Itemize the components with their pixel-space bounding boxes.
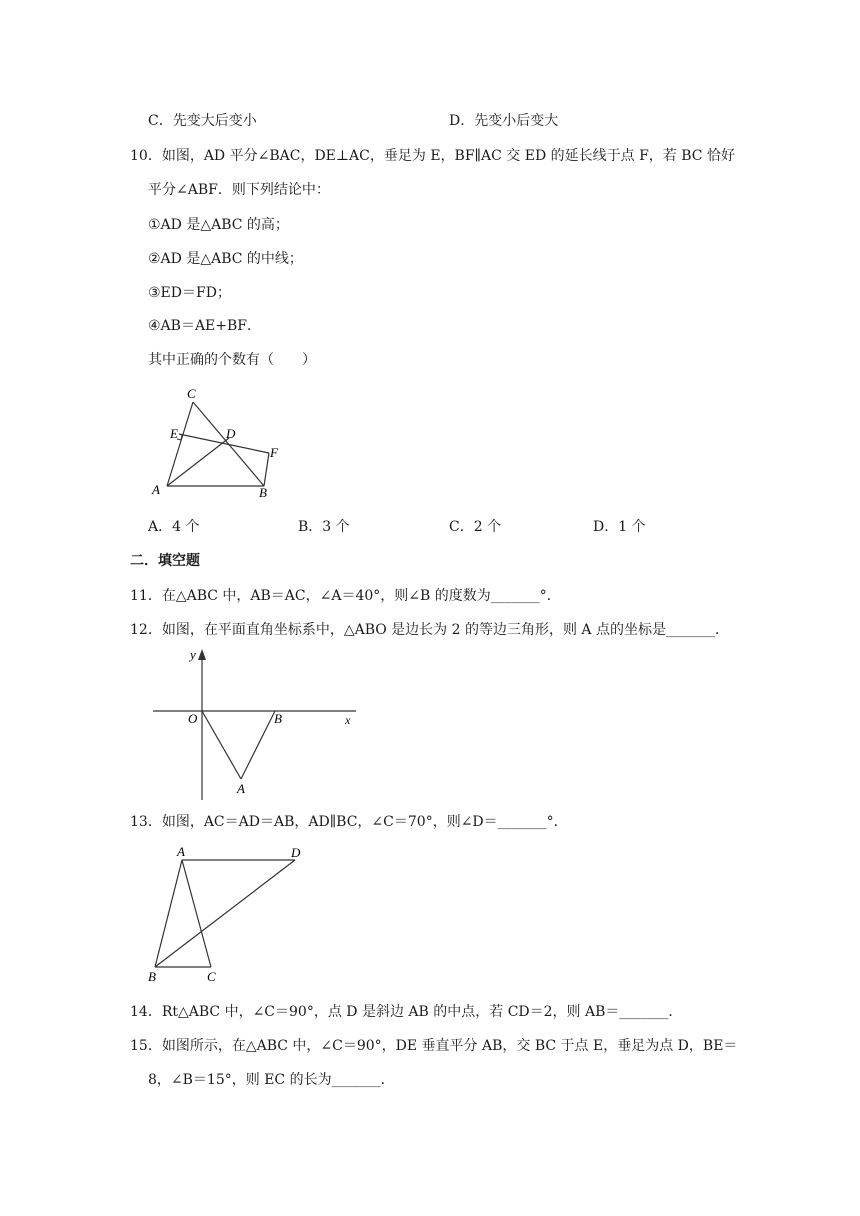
q10-prompt: 其中正确的个数有（ ） — [148, 352, 316, 368]
q12-text: 12．如图，在平面直角坐标系中，△ABO 是边长为 2 的等边三角形，则 A 点的坐标是_______． — [130, 622, 729, 638]
q10-label-d: D — [226, 426, 236, 441]
q13-seg-AC — [182, 860, 211, 967]
q12-label-a: A — [237, 781, 245, 796]
q9-option-c: C．先变大后变小 — [148, 113, 257, 129]
q9-option-d: D．先变小后变大 — [449, 113, 559, 129]
q10-item-1: ①AD 是△ABC 的高； — [148, 217, 289, 233]
q13-label-d: D — [291, 845, 301, 860]
q10-item-4: ④AB＝AE+BF． — [148, 318, 262, 334]
q13-seg-AB — [155, 860, 182, 967]
q13-label-a: A — [177, 844, 185, 859]
q10-figure — [140, 380, 290, 505]
q10-text-line2: 平分∠ABF．则下列结论中： — [148, 182, 330, 198]
q12-label-x: x — [345, 713, 351, 727]
q10-text-line1: 10．如图，AD 平分∠BAC，DE⊥AC，垂足为 E，BF∥AC 交 ED 的延长线于点 F，若 BC 恰好 — [130, 148, 735, 164]
q13-label-c: C — [207, 969, 216, 984]
q10-seg-BF — [264, 453, 269, 486]
q13-figure — [140, 840, 315, 985]
q11-text: 11．在△ABC 中，AB＝AC，∠A＝40°，则∠B 的度数为_______°． — [130, 588, 561, 604]
q10-seg-EF — [179, 434, 269, 453]
q12-label-o: O — [188, 711, 198, 726]
q13-seg-BD — [155, 860, 295, 967]
q10-label-a: A — [152, 482, 160, 497]
q13-text: 13．如图，AC＝AD＝AB，AD∥BC，∠C＝70°，则∠D＝_______°． — [130, 814, 568, 830]
q12-label-b: B — [274, 711, 282, 726]
q10-seg-CA — [167, 402, 193, 486]
q10-label-c: C — [187, 386, 196, 401]
q10-label-e: E — [170, 426, 178, 441]
q10-label-b: B — [259, 485, 267, 500]
q12-label-y: y — [190, 647, 196, 662]
q15-text-line1: 15．如图所示，在△ABC 中，∠C＝90°，DE 垂直平分 AB，交 BC 于点 E，垂足为点 D，BE＝ — [130, 1038, 738, 1054]
section-title-fill-in: 二．填空题 — [130, 553, 200, 569]
q12-y-arrow-icon — [198, 649, 206, 660]
q12-seg-OA — [202, 711, 241, 779]
q10-option-a: A．4 个 — [148, 519, 200, 535]
q14-text: 14．Rt△ABC 中，∠C＝90°，点 D 是斜边 AB 的中点，若 CD＝2，则 AB＝_______． — [130, 1004, 683, 1020]
q10-label-f: F — [270, 445, 278, 460]
q10-item-3: ③ED＝FD； — [148, 285, 231, 301]
q10-option-c: C．2 个 — [449, 519, 502, 535]
q10-seg-AD — [167, 438, 229, 486]
q10-item-2: ②AD 是△ABC 的中线； — [148, 251, 303, 267]
q12-figure — [148, 645, 368, 803]
q12-seg-AB — [241, 711, 275, 779]
q10-option-d: D．1 个 — [593, 519, 646, 535]
q15-text-line2: 8，∠B＝15°，则 EC 的长为_______． — [148, 1072, 395, 1088]
q13-label-b: B — [148, 969, 156, 984]
q10-option-b: B．3 个 — [298, 519, 350, 535]
